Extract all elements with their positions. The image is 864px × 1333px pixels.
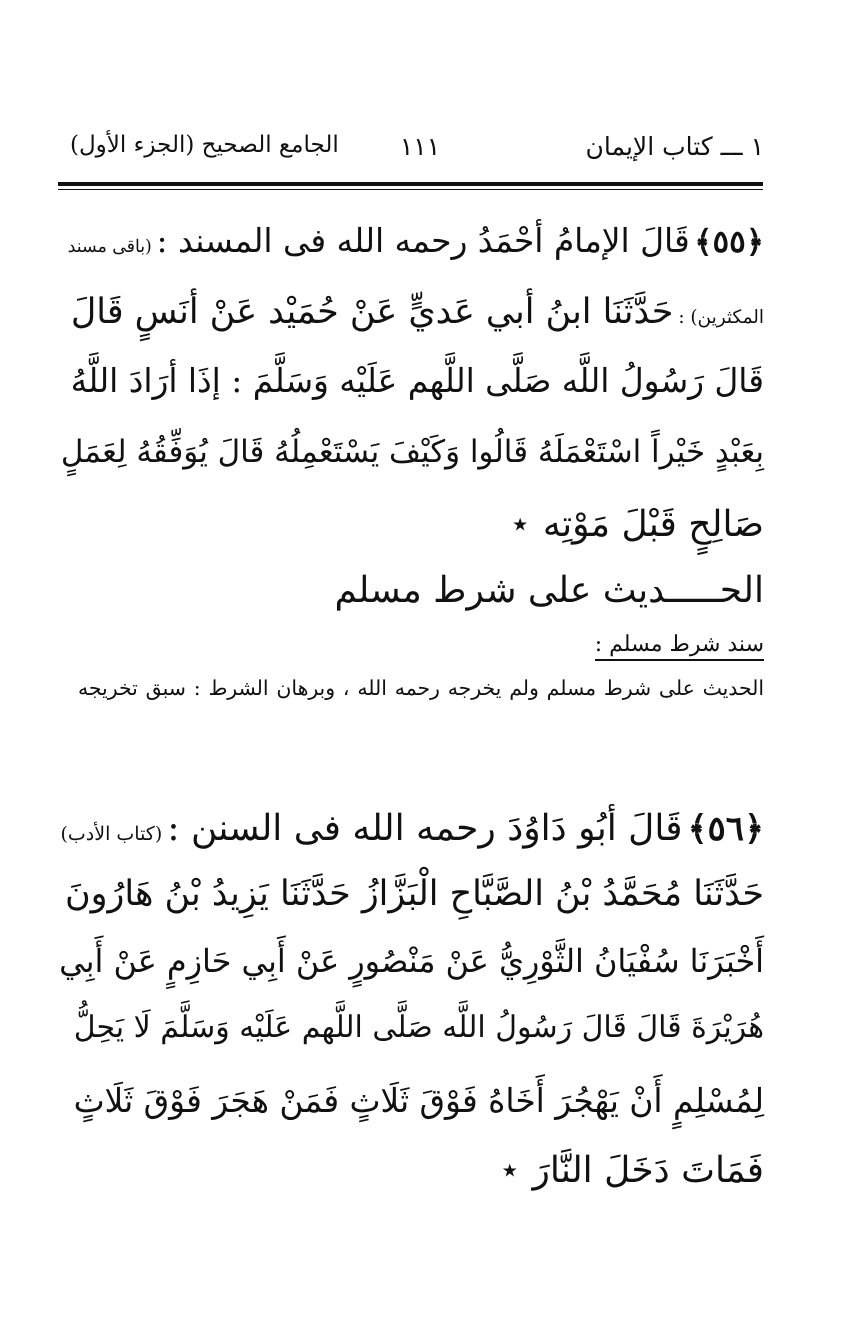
hadith-56-intro: قَالَ أبُو دَاوُدَ رحمه الله فى السنن : xyxy=(167,808,683,849)
page-number: ١١١ xyxy=(399,132,441,161)
hadith-56-source: (كتاب الأدب) xyxy=(60,823,163,845)
page-header xyxy=(70,132,764,176)
hadith-56-line3: أَخْبَرَنَا سُفْيَانُ الثَّوْرِيُّ عَنْ مَنْصُورٍ عَنْ أَبِي حَازِمٍ عَنْ أَبِي xyxy=(59,942,764,980)
hadith-55-line2 xyxy=(60,292,764,332)
hadith-55-number: ﴿٥٥﴾ xyxy=(694,224,764,260)
header-rule-thin xyxy=(58,189,763,190)
hadith-55-intro: قَالَ الإمامُ أحْمَدُ رحمه الله فى المسند : xyxy=(156,222,690,260)
hadith-55-source-b: المكثرين) : xyxy=(678,307,764,328)
book-title: الجامع الصحيح (الجزء الأول) xyxy=(70,132,339,158)
hadith-56-line6: فَمَاتَ دَخَلَ النَّارَ ⋆ xyxy=(498,1150,764,1191)
hadith-56-intro-line xyxy=(60,808,764,849)
condition-label: سند شرط مسلم : xyxy=(595,632,764,661)
hadith-56-line5: لِمُسْلِمٍ أَنْ يَهْجُرَ أَخَاهُ فَوْقَ ثَلَاثٍ فَمَنْ هَجَرَ فَوْقَ ثَلَاثٍ xyxy=(73,1082,764,1120)
hadith-55-chain: حَدَّثَنَا ابنُ أبي عَديٍّ عَنْ حُمَيْد عَنْ أنَسٍ قَالَ xyxy=(70,292,674,332)
header-rule xyxy=(58,182,763,186)
hadith-55-line5: صَالِحٍ قَبْلَ مَوْتِه ⋆ xyxy=(508,504,764,545)
chapter-title: ١ ـــ كتاب الإيمان xyxy=(585,132,764,161)
hadith-55-source-a: (باقى مسند xyxy=(67,237,152,257)
hadith-55-grade: الحـــــديث على شرط مسلم xyxy=(334,570,764,611)
hadith-56-number: ﴿٥٦﴾ xyxy=(687,809,764,849)
hadith-55-line3: قَالَ رَسُولُ اللَّه صَلَّى اللَّهم عَلَيْه وَسَلَّمَ : إذَا أرَادَ اللَّهُ xyxy=(70,362,764,400)
hadith-55-intro-line xyxy=(60,222,764,260)
hadith-55-footnote: الحديث على شرط مسلم ولم يخرجه رحمه الله ، وبرهان الشرط : سبق تخريجه xyxy=(78,676,764,700)
hadith-55-line4: بِعَبْدٍ خَيْراً اسْتَعْمَلَهُ قَالُوا وَكَيْفَ يَسْتَعْمِلُهُ قَالَ يُوَفِّقُهُ لِعَمَلٍ xyxy=(60,434,764,470)
hadith-56-line2: حَدَّثَنَا مُحَمَّدُ بْنُ الصَّبَّاحِ الْبَزَّازُ حَدَّثَنَا يَزِيدُ بْنُ هَارُونَ xyxy=(64,874,764,914)
hadith-56-line4: هُرَيْرَةَ قَالَ قَالَ رَسُولُ اللَّه صَلَّى اللَّهم عَلَيْه وَسَلَّمَ لَا يَحِلُّ xyxy=(73,1010,764,1045)
